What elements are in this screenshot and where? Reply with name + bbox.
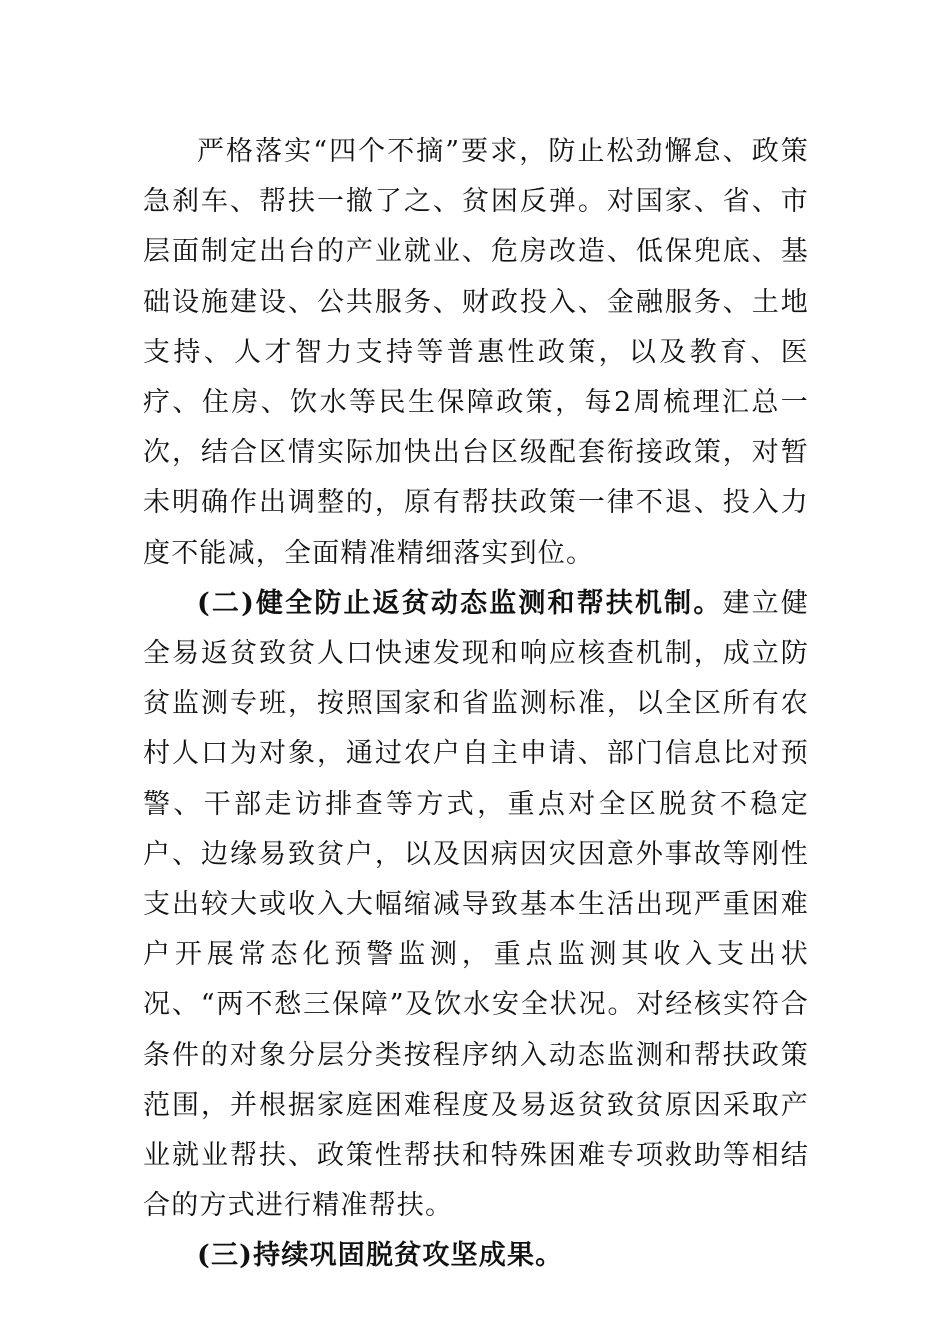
section-heading-2: (二)健全防止返贫动态监测和帮扶机制。 xyxy=(197,587,723,619)
paragraph-monitoring-mechanism xyxy=(143,579,809,1232)
paragraph-consolidate-results xyxy=(143,1231,809,1281)
document-body xyxy=(143,127,809,1282)
paragraph-text: 严格落实“四个不摘”要求，防止松劲懈怠、政策急刹车、帮扶一撤了之、贫困反弹。对国家、省、市层面制定出台的产业就业、危房改造、低保兜底、基础设施建设、公共服务、财政投入、金融服务、土地支持、人才智力支持等普惠性政策，以及教育、医疗、住房、饮水等民生保障政策，每2周梳理汇总一次，结合区情实际加快出台区级配套衔接政策，对暂未明确作出调整的，原有帮扶政策一律不退、投入力度不能减，全面精准精细落实到位。 xyxy=(143,136,809,569)
paragraph-text: 建立健全易返贫致贫人口快速发现和响应核查机制，成立防贫监测专班，按照国家和省监测标准，以全区所有农村人口为对象，通过农户自主申请、部门信息比对预警、干部走访排查等方式，重点对全区脱贫不稳定户、边缘易致贫户，以及因病因灾因意外事故等刚性支出较大或收入大幅缩减导致基本生活出现严重困难户开展常态化预警监测，重点监测其收入支出状况、“两不愁三保障”及饮水安全状况。对经核实符合条件的对象分层分类按程序纳入动态监测和帮扶政策范围，并根据家庭困难程度及易返贫致贫原因采取产业就业帮扶、政策性帮扶和特殊困难专项救助等相结合的方式进行精准帮扶。 xyxy=(143,587,809,1222)
section-heading-3: (三)持续巩固脱贫攻坚成果。 xyxy=(197,1240,564,1272)
paragraph-policy-implementation xyxy=(143,127,809,579)
